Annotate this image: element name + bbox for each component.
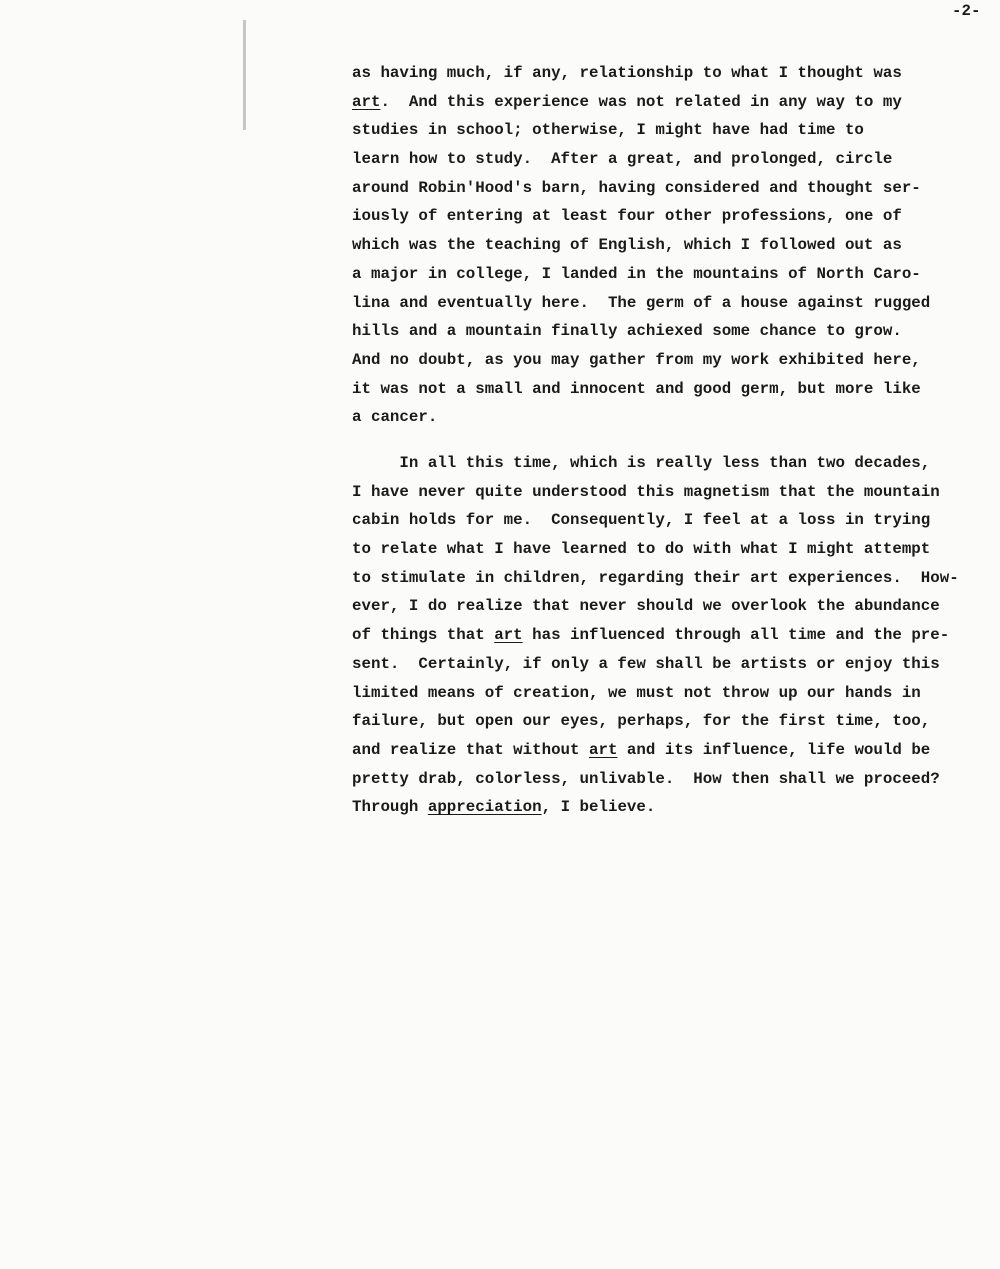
- text-line: [352, 564, 959, 593]
- text-segment: and realize that without: [352, 740, 589, 759]
- text-segment: it was not a small and innocent and good germ, but more like: [352, 379, 921, 398]
- text-segment: iously of entering at least four other professions, one of: [352, 207, 902, 226]
- text-line: [352, 478, 959, 507]
- text-line: [352, 592, 959, 621]
- text-line: [352, 707, 959, 736]
- text-line: [352, 765, 959, 794]
- text-segment: In all this time, which is really less than two decades,: [352, 454, 931, 472]
- text-line: [352, 793, 959, 822]
- underlined-word: art: [589, 740, 618, 759]
- underlined-word: art: [494, 626, 523, 645]
- scan-artifact-mark: [243, 20, 246, 130]
- text-line: [352, 116, 930, 145]
- text-line: [352, 346, 930, 375]
- text-segment: limited means of creation, we must not throw up our hands in: [352, 683, 921, 702]
- text-segment: to relate what I have learned to do with what I might attempt: [352, 540, 931, 559]
- text-segment: ever, I do realize that never should we overlook the abundance: [352, 597, 940, 616]
- text-line: [352, 375, 930, 404]
- text-line: [352, 449, 959, 478]
- text-segment: studies in school; otherwise, I might have had time to: [352, 121, 864, 140]
- text-line: [352, 231, 930, 260]
- text-line: [352, 59, 930, 88]
- text-line: [352, 736, 959, 765]
- text-segment: a cancer.: [352, 408, 438, 427]
- text-line: [352, 317, 930, 346]
- text-line: [352, 650, 959, 679]
- text-segment: around Robin'Hood's barn, having considered and thought ser-: [352, 178, 921, 197]
- underlined-word: art: [352, 92, 381, 111]
- text-segment: . And this experience was not related in any way to my: [380, 92, 902, 111]
- paragraph-2: [352, 449, 959, 822]
- text-segment: lina and eventually here. The germ of a house against rugged: [352, 293, 931, 312]
- text-line: [352, 621, 959, 650]
- text-line: [352, 174, 930, 203]
- text-segment: learn how to study. After a great, and prolonged, circle: [352, 150, 893, 169]
- underlined-word: appreciation: [427, 798, 542, 817]
- text-segment: of things that: [352, 626, 495, 645]
- text-segment: And no doubt, as you may gather from my work exhibited here,: [352, 350, 921, 369]
- text-line: [352, 260, 930, 289]
- text-segment: sent. Certainly, if only a few shall be artists or enjoy this: [352, 654, 940, 673]
- text-line: [352, 679, 959, 708]
- page-number: -2-: [952, 2, 981, 20]
- text-segment: has influenced through all time and the pre-: [522, 626, 950, 645]
- text-segment: Through: [352, 798, 428, 817]
- text-line: [352, 289, 930, 318]
- text-line: [352, 145, 930, 174]
- text-segment: , I believe.: [541, 798, 656, 817]
- text-segment: pretty drab, colorless, unlivable. How then shall we proceed?: [352, 769, 940, 788]
- text-segment: and its influence, life would be: [617, 740, 931, 759]
- paragraph-1: [352, 59, 930, 432]
- text-segment: to stimulate in children, regarding their art experiences. How-: [352, 568, 959, 587]
- text-line: [352, 506, 959, 535]
- text-line: [352, 403, 930, 432]
- text-segment: which was the teaching of English, which I followed out as: [352, 236, 902, 255]
- text-line: [352, 535, 959, 564]
- text-segment: failure, but open our eyes, perhaps, for the first time, too,: [352, 712, 931, 731]
- text-segment: hills and a mountain finally achiexed some chance to grow.: [352, 322, 902, 341]
- text-segment: a major in college, I landed in the mountains of North Caro-: [352, 264, 921, 283]
- text-segment: cabin holds for me. Consequently, I feel at a loss in trying: [352, 511, 931, 530]
- text-line: [352, 202, 930, 231]
- text-segment: as having much, if any, relationship to what I thought was: [352, 64, 902, 82]
- text-segment: I have never quite understood this magnetism that the mountain: [352, 482, 940, 501]
- text-line: [352, 88, 930, 117]
